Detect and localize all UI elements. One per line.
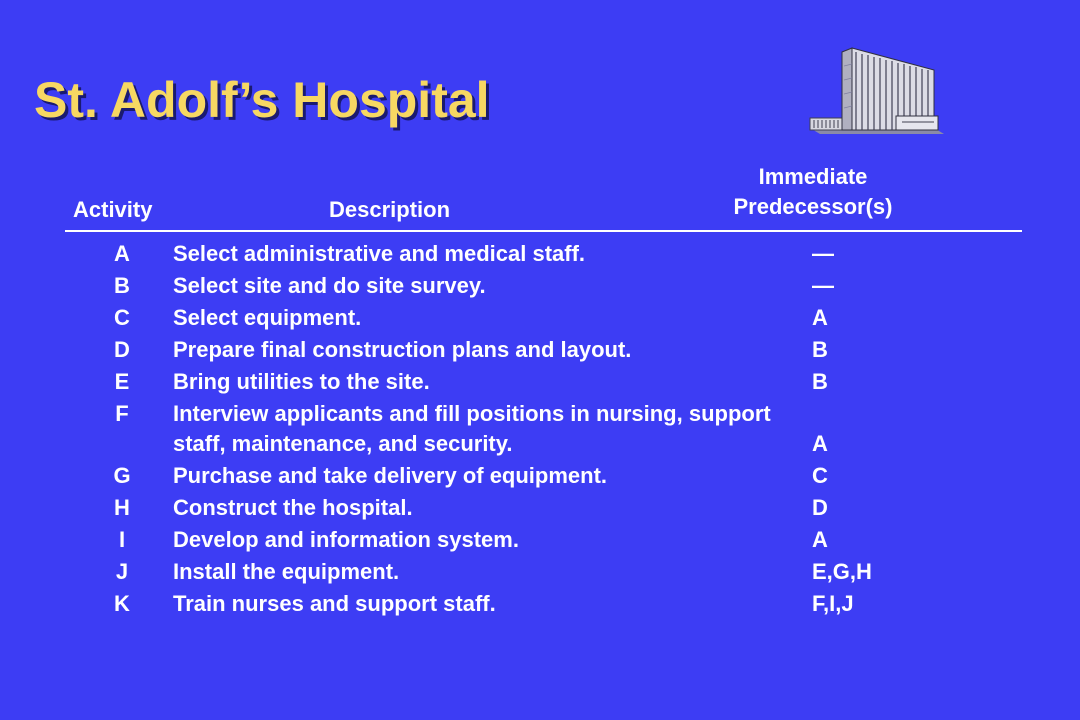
column-header-activity: Activity (73, 197, 153, 222)
description-cell: Select administrative and medical staff. (173, 241, 586, 266)
predecessors-cell: A (812, 305, 828, 330)
table-row (0, 524, 1080, 556)
table-row (0, 238, 1080, 270)
predecessors-cell: F,I,J (812, 591, 854, 616)
activity-cell: A (114, 241, 130, 266)
description-cell: Train nurses and support staff. (173, 591, 496, 616)
description-cell: Install the equipment. (173, 559, 400, 584)
activity-table (0, 238, 1080, 620)
description-cell: Select equipment. (173, 305, 362, 330)
column-header-predecessors-line2: Predecessor(s) (733, 194, 893, 219)
table-row (0, 270, 1080, 302)
description-cell: Bring utilities to the site. (173, 369, 430, 394)
description-cell: Select site and do site survey. (173, 273, 486, 298)
activity-cell: C (114, 305, 130, 330)
activity-cell: K (114, 591, 130, 616)
activity-cell: H (114, 495, 130, 520)
description-cell: Purchase and take delivery of equipment. (173, 463, 608, 488)
table-row (0, 302, 1080, 334)
predecessors-cell: C (812, 463, 828, 488)
description-cell: Develop and information system. (173, 527, 519, 552)
table-row (0, 398, 1080, 460)
predecessors-cell: — (812, 241, 834, 266)
activity-cell: G (113, 463, 131, 488)
predecessors-cell: A (812, 431, 828, 456)
hospital-building-icon (806, 46, 946, 138)
column-header-description: Description (329, 197, 451, 222)
activity-cell: J (115, 559, 129, 584)
table-row (0, 366, 1080, 398)
activity-cell: F (115, 401, 129, 426)
predecessors-cell: E,G,H (812, 559, 872, 584)
description-cell: Construct the hospital. (173, 495, 413, 520)
predecessors-cell: B (812, 369, 828, 394)
description-cell: Prepare final construction plans and layout. (173, 337, 632, 362)
activity-cell: B (114, 273, 130, 298)
activity-cell: E (114, 369, 130, 394)
table-row (0, 460, 1080, 492)
table-row (0, 334, 1080, 366)
header-divider (65, 230, 1022, 232)
predecessors-cell: B (812, 337, 828, 362)
predecessors-cell: — (812, 273, 834, 298)
table-row (0, 556, 1080, 588)
predecessors-cell: A (812, 527, 828, 552)
page-title: St. Adolf’s Hospital (34, 72, 490, 128)
table-row (0, 588, 1080, 620)
description-cell: Interview applicants and fill positions in nursing, support staff, maintenance, and security. (173, 401, 771, 456)
activity-cell: D (114, 337, 130, 362)
activity-cell: I (118, 527, 126, 552)
table-row (0, 492, 1080, 524)
predecessors-cell: D (812, 495, 828, 520)
column-header-predecessors (700, 162, 926, 222)
column-header-predecessors-line1: Immediate (758, 164, 868, 189)
